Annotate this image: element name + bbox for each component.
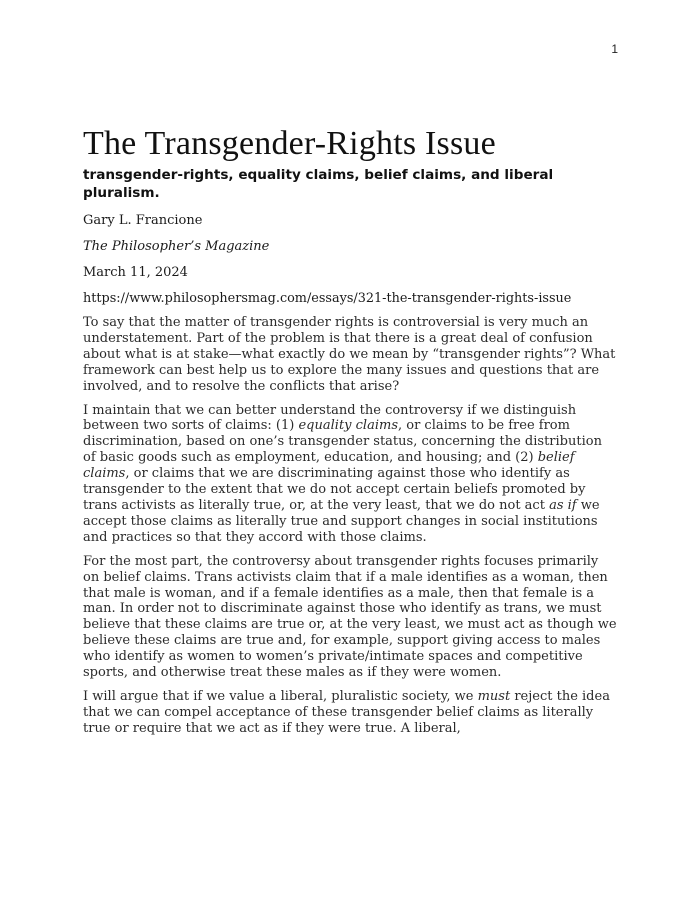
must-emphasis: must [477, 688, 511, 704]
paragraph-1: To say that the matter of transgender rights is controversial is very much an understatement. Part of the problem is that there is a great deal of confusion about what is at stake—what exactly do we mean by “transgender rights”? What framework can best help us to explore the many issues and questions that are involved, and to resolve the conflicts that arise? [83, 315, 616, 394]
paragraph-4-text: I will argue that if we value a liberal, pluralistic society, we [83, 688, 478, 704]
belief-claims-term: belief claims [83, 450, 575, 482]
page-number: 1 [611, 42, 618, 56]
paragraph-4 [83, 689, 617, 737]
equality-claims-term: equality claims [298, 418, 398, 434]
paragraph-2-text: , or claims to be free from discrimination, based on one’s transgender status, concerning the distribution of basic goods such as employment, education, and housing; and (2) [83, 418, 602, 466]
document-subtitle: transgender-rights, equality claims, belief claims, and liberal pluralism. [83, 167, 554, 201]
document-title: The Transgender-Rights Issue [83, 125, 496, 162]
paragraph-3: For the most part, the controversy about transgender rights focuses primarily on belief claims. Trans activists claim that if a male identifies as a woman, then that male is woman, and if a female identifies as a male, then that female is a man. In order not to discriminate against those who identify as trans, we must believe that these claims are true or, at the very least, we must act as though we believe these claims are true and, for example, support giving access to males who identify as women to women’s private/intimate spaces and competitive sports, and otherwise treat these males as if they were women. [83, 553, 617, 681]
as-if-emphasis: as if [549, 497, 577, 513]
paragraph-2-text: I maintain that we can better understand the controversy if we distinguish between two sorts of claims: (1) [83, 402, 577, 434]
publication-date: March 11, 2024 [83, 265, 188, 280]
source-url: https://www.philosophersmag.com/essays/321-the-transgender-rights-issue [83, 291, 572, 306]
paragraph-2-text: we accept those claims as literally true and support changes in social institutions and practices so that they accord with those claims. [83, 497, 600, 545]
paragraph-4-text: reject the idea that we can compel acceptance of these transgender belief claims as literally true or require that we act as if they were true. A liberal, [83, 688, 610, 736]
paragraph-2-text: , or claims that we are discriminating against those who identify as transgender to the extent that we do not accept certain beliefs promoted by trans activists as literally true, or, at the very least, that we do not act [83, 466, 586, 513]
author: Gary L. Francione [83, 213, 203, 228]
publication: The Philosopher’s Magazine [83, 239, 270, 254]
document-body [83, 122, 617, 745]
paragraph-2 [83, 403, 617, 546]
